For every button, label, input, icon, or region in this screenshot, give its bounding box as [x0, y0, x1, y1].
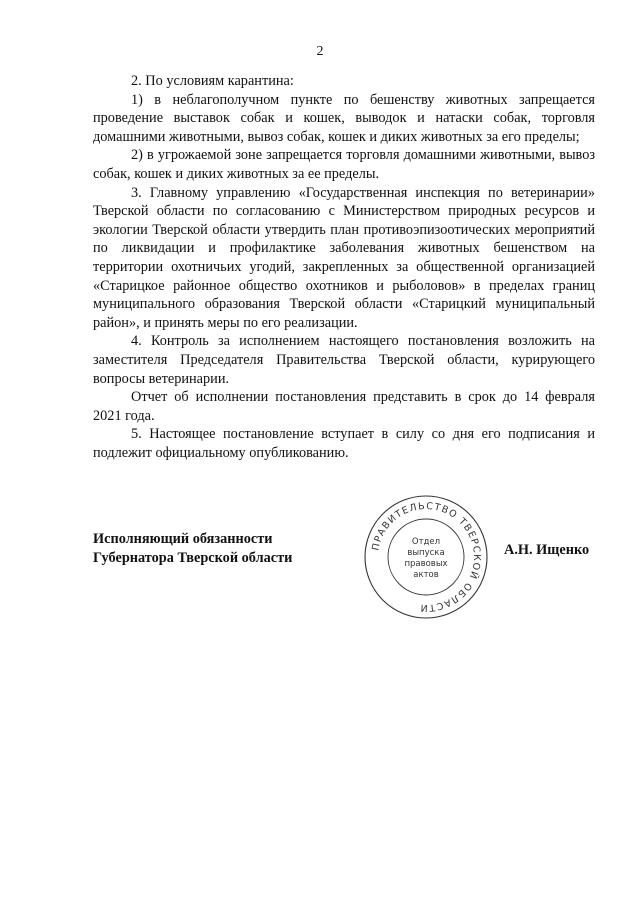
svg-text:правовых: правовых	[404, 559, 448, 569]
paragraph-control: 4. Контроль за исполнением настоящего постановления возложить на заместителя Председателя Правительства Тверской области, курирующего вопросы ветеринарии.	[93, 333, 595, 387]
svg-text:выпуска: выпуска	[407, 548, 445, 558]
official-stamp	[362, 493, 490, 621]
paragraph-quarantine-heading: 2. По условиям карантина:	[131, 73, 294, 89]
signatory-title	[93, 530, 292, 567]
signatory-title-line1: Исполняющий обязанности	[93, 531, 273, 547]
page-number: 2	[316, 44, 324, 59]
document-body	[93, 72, 595, 462]
svg-text:ПРАВИТЕЛЬСТВО ТВЕРСКОЙ ОБЛАСТИ: ПРАВИТЕЛЬСТВО ТВЕРСКОЙ ОБЛАСТИ	[370, 500, 483, 614]
paragraph-affected-point: 1) в неблагополучном пункте по бешенству животных запрещается проведение выставок собак и кошек, выводок и натаски собак, торговля домашними животными, вывоз собак, кошек и диких животных за его пределы;	[93, 91, 595, 145]
signatory-name: А.Н. Ищенко	[504, 542, 590, 558]
paragraph-effective: 5. Настоящее постановление вступает в силу со дня его подписания и подлежит официальному опубликованию.	[93, 426, 595, 461]
signatory-title-line2: Губернатора Тверской области	[93, 549, 293, 566]
paragraph-report: Отчет об исполнении постановления представить в срок до 14 февраля 2021 года.	[93, 389, 595, 424]
paragraph-threatened-zone: 2) в угрожаемой зоне запрещается торговля домашними животными, вывоз собак, кошек и диких животных за ее пределы.	[93, 147, 595, 182]
paragraph-vet-inspection: 3. Главному управлению «Государственная инспекция по ветеринарии» Тверской области по согласованию с Министерством природных ресурсов и экологии Тверской области утвердить план противоэпизоотических мероприятий по ликвидации и профилактике заболевания животных бешенством на территории охотничьих угодий, закрепленных за общественной организацией «Старицкое районное общество охотников и рыболовов» в пределах границ муниципального образования Тверской области «Старицкий муниципальный район», и принять меры по его реализации.	[93, 184, 595, 331]
svg-text:Отдел: Отдел	[411, 537, 441, 547]
svg-text:актов: актов	[413, 570, 439, 580]
